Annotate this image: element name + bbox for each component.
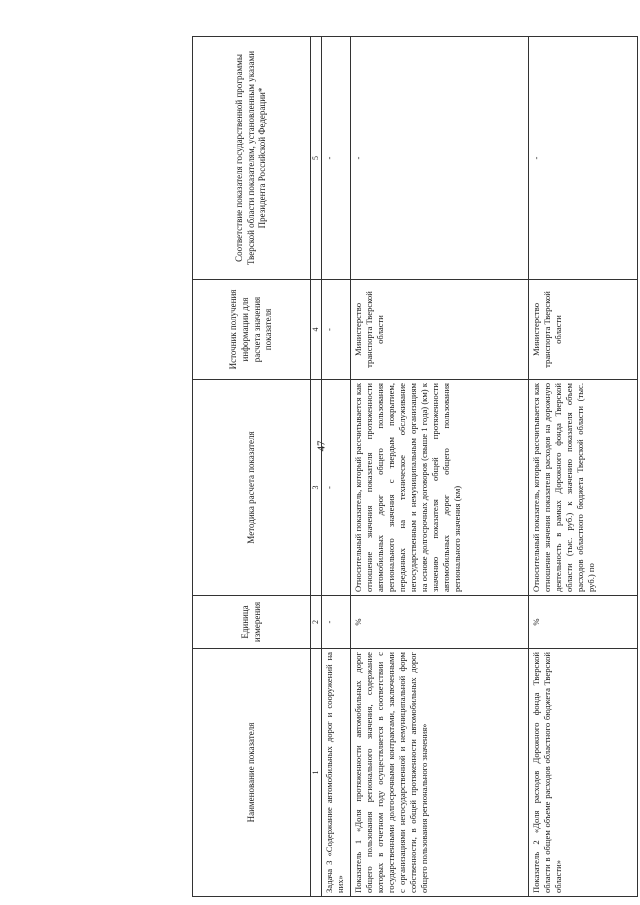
task-method: - [322, 380, 351, 596]
header-indicator-name: Наименование показателя [193, 649, 311, 897]
indicator-correspondence: - [351, 37, 528, 280]
column-number: 3 [311, 380, 322, 596]
header-source: Источник получения информации для расчета значения показателя [193, 280, 311, 380]
task-name: Задача 3 «Содержание автомобильных дорог и сооружений на них» [322, 649, 351, 897]
task-correspondence: - [322, 37, 351, 280]
task-source: - [322, 280, 351, 380]
rotated-table-container [192, 37, 638, 897]
header-method: Методика расчета показателя [193, 380, 311, 596]
column-number: 4 [311, 280, 322, 380]
indicator-source: Министерство транспорта Тверской области [351, 280, 528, 380]
task-row [322, 37, 351, 897]
indicator-unit: % [351, 596, 528, 649]
table-row [351, 37, 528, 897]
header-correspondence: Соответствие показателя государственной программы Тверской области показателям, установленным указами Президента Российской Федерации* [193, 37, 311, 280]
indicator-name: Показатель 1 «Доля протяженности автомобильных дорог общего пользования регионального значения, содержание которых в отчетном году осуществляется в соответствии с государственными долгосрочными контрактами, заключенными с организациями негосударственной и немуниципальной форм собственности, в общей протяженности автомобильных дорог общего пользования регионального значения» [351, 649, 528, 897]
column-number: 5 [311, 37, 322, 280]
indicator-source: Министерство транспорта Тверской области [528, 280, 637, 380]
column-number: 1 [311, 649, 322, 897]
indicator-unit: % [528, 596, 637, 649]
page-number: 47 [315, 440, 328, 452]
column-number-row [311, 37, 322, 897]
table-row [528, 37, 637, 897]
column-number: 2 [311, 596, 322, 649]
task-unit: - [322, 596, 351, 649]
indicator-correspondence: - [528, 37, 637, 280]
indicator-method: Относительный показатель, который рассчитывается как отношение значения показателя протяженности автомобильных дорог общего пользования регионального значения с твердым покрытием, переданных на техническое обслуживание негосударственным и немуниципальным организациям на основе долгосрочных договоров (свыше 1 года) (км) к значению показателя общей протяженности автомобильных дорог общего пользования регионального значения (км) [351, 380, 528, 596]
table-header-row [193, 37, 311, 897]
indicators-table [192, 36, 638, 897]
indicator-name: Показатель 2 «Доля расходов Дорожного фонда Тверской области в общем объеме расходов областного бюджета Тверской области» [528, 649, 637, 897]
header-unit: Единица измерения [193, 596, 311, 649]
indicator-method: Относительный показатель, который рассчитывается как отношение значения показателя расходов на дорожную деятельность в рамках Дорожного фонда Тверской области (тыс. руб.) к значению показателя объем расходов областного бюджета Тверской области (тыс. руб.) по [528, 380, 637, 596]
